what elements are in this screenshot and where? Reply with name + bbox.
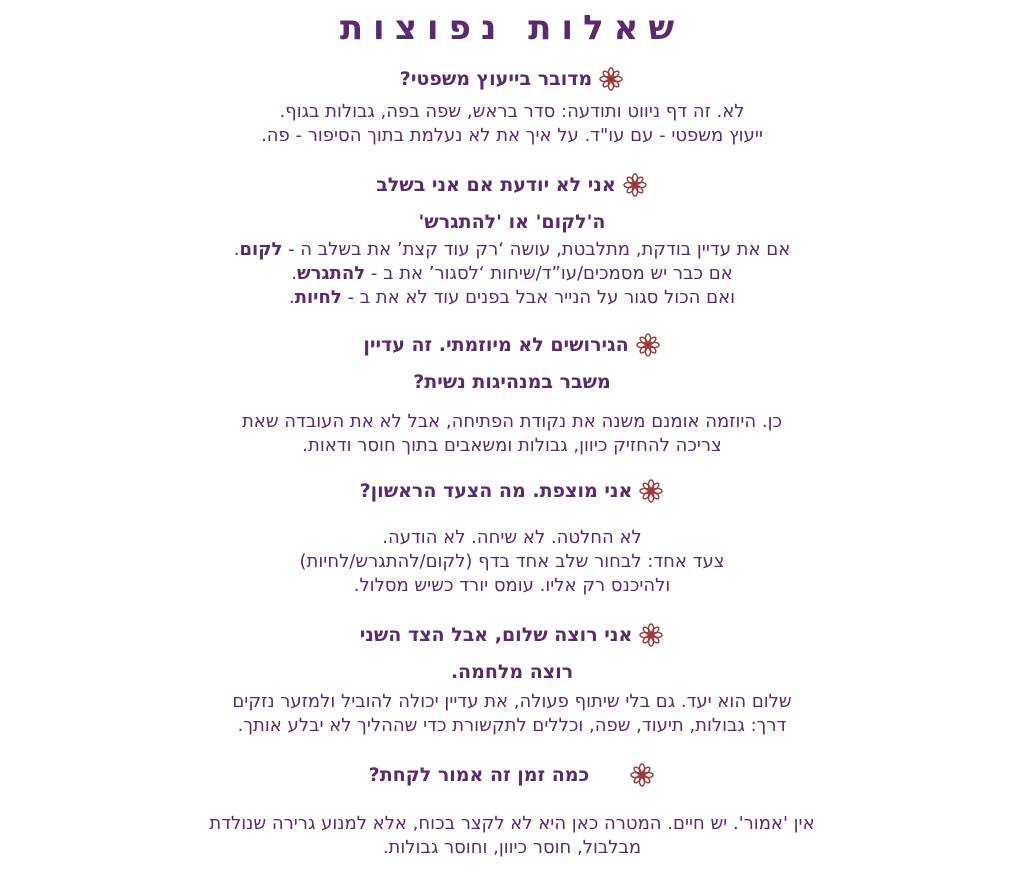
faq-answer-line: כן. היוזמה אומנם משנה את נקודת הפתיחה, אבל לא את העובדה שאת — [241, 411, 783, 432]
faq-question-1 — [0, 64, 1024, 101]
stage-keyword: להתגרש — [297, 263, 366, 284]
faq-answer-line: אם כבר יש מסמכים/עו”ד/שיחות ‘לסגור’ את ב - להתגרש. — [291, 263, 733, 284]
faq-question-text-line2: רוצה מלחמה. — [450, 661, 574, 683]
faq-question-text: הגירושים לא מיוזמתי. זה עדיין — [363, 334, 629, 356]
faq-answer-line: אין 'אמור'. יש חיים. המטרה כאן היא לא לקצר בכוח, אלא למנוע גרירה שנולדת — [209, 813, 815, 834]
faq-question-3 — [0, 330, 1024, 397]
faq-answer-4 — [0, 526, 1024, 598]
faq-answer-line: לא החלטה. לא שיחה. לא הודעה. — [382, 527, 642, 548]
stage-keyword: לקום — [239, 239, 283, 260]
faq-question-text: כמה זמן זה אמור לקחת? — [368, 764, 590, 786]
page-title: שאלות נפוצות — [339, 8, 685, 48]
faq-question-6 — [0, 760, 1024, 797]
faq-answer-line: ואם הכול סגור על הנייר אבל בפנים עוד לא את ב - לחיות. — [288, 287, 736, 308]
faq-question-text: אני לא יודעת אם אני בשלב — [376, 174, 616, 196]
faq-answer-line: צעד אחד: לבחור שלב אחד בדף (לקום/להתגרש/לחיות) — [299, 551, 725, 572]
stage-keyword: לחיות — [294, 287, 342, 308]
faq-question-text: אני רוצה שלום, אבל הצד השני — [359, 624, 633, 646]
faq-answer-2 — [0, 238, 1024, 310]
faq-answer-line: צריכה להחזיק כיוון, גבולות ומשאבים בתוך חוסר ודאות. — [302, 435, 722, 456]
faq-answer-line: ולהיכנס רק אליו. עומס יורד כשיש מסלול. — [353, 575, 671, 596]
faq-answer-line: דרך: גבולות, תיעוד, שפה, וכללים לתקשורת כדי שההליך לא יבלע אותך. — [237, 715, 787, 736]
faq-answer-1 — [0, 100, 1024, 148]
faq-answer-3 — [0, 410, 1024, 458]
faq-question-5 — [0, 620, 1024, 687]
faq-answer-line: מבלבול, חוסר כיוון, וחוסר גבולות. — [382, 837, 642, 858]
faq-question-text-line2: ה'לקום' או 'להתגרש' — [418, 211, 606, 233]
faq-question-4 — [0, 476, 1024, 513]
flower-icon — [638, 622, 664, 648]
faq-question-text-line2: משבר במנהיגות נשית? — [413, 371, 611, 393]
faq-answer-line: ייעוץ משפטי - עם עו"ד. על איך את לא נעלמת בתוך הסיפור - פה. — [261, 125, 763, 146]
faq-answer-line: לא. זה דף ניווט ותודעה: סדר בראש, שפה בפה, גבולות בגוף. — [279, 101, 745, 122]
faq-answer-line: אם את עדיין בודקת, מתלבטת, עושה ‘רק עוד קצת’ את בשלב ה - לקום. — [233, 239, 791, 260]
flower-icon — [629, 762, 655, 788]
flower-icon — [598, 66, 624, 92]
faq-answer-6 — [0, 812, 1024, 860]
flower-icon — [638, 478, 664, 504]
faq-question-2 — [0, 170, 1024, 237]
flower-icon — [622, 172, 648, 198]
faq-question-text: מדובר בייעוץ משפטי? — [399, 68, 593, 90]
faq-answer-5 — [0, 690, 1024, 738]
flower-icon — [635, 332, 661, 358]
faq-answer-line: שלום הוא יעד. גם בלי שיתוף פעולה, את עדיין יכולה להוביל ולמזער נזקים — [232, 691, 792, 712]
faq-question-text: אני מוצפת. מה הצעד הראשון? — [359, 480, 633, 502]
